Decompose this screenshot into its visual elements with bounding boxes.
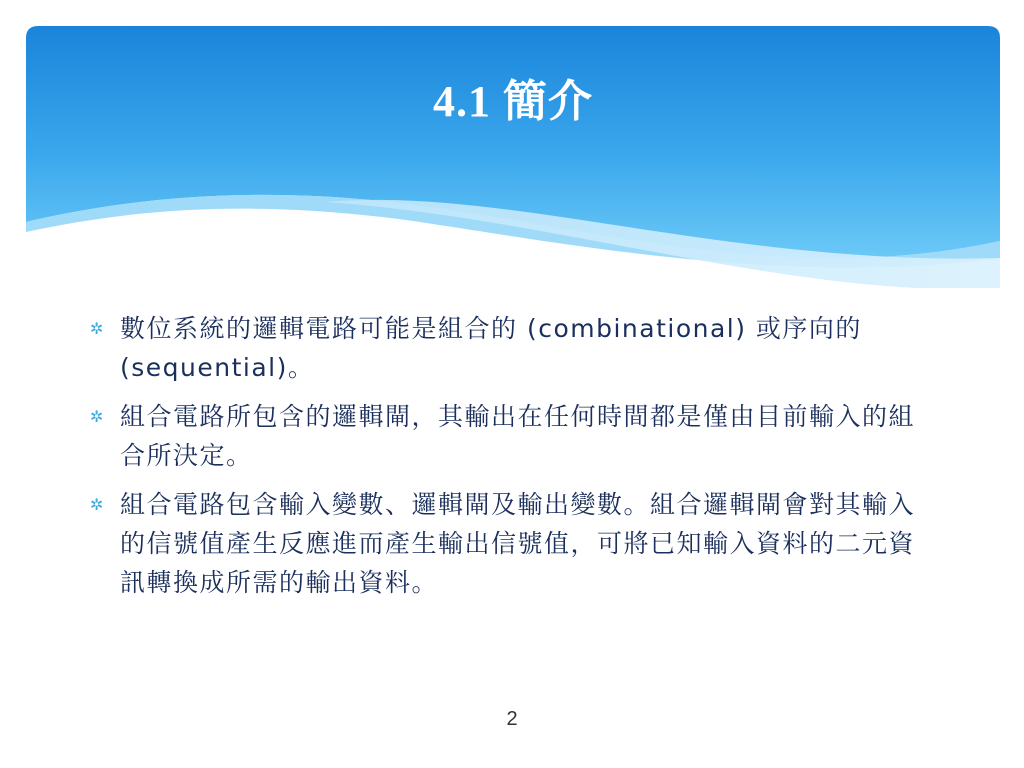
header-banner [26,26,1000,288]
bullet-item [90,485,920,602]
bullet-item [90,309,920,387]
slide-title: 4.1 簡介 [433,77,593,126]
bullet-text: 組合電路包含輸入變數、邏輯閘及輸出變數。組合邏輯閘會對其輸入的信號值產生反應進而產生輸出信號值，可將已知輸入資料的二元資訊轉換成所需的輸出資料。 [120,490,916,597]
bullet-text: 組合電路所包含的邏輯閘，其輸出在任何時間都是僅由目前輸入的組合所決定。 [120,402,916,470]
bullet-marker-icon: ✲ [90,407,105,426]
header-wave-graphic [26,26,1000,288]
bullet-marker-icon: ✲ [90,495,105,514]
bullet-list [90,309,920,612]
bullet-marker-icon: ✲ [90,319,105,338]
page-number: 2 [506,708,518,730]
bullet-text: 數位系統的邏輯電路可能是組合的 (combinational) 或序向的 (sequential)。 [120,314,862,382]
bullet-item [90,397,920,475]
